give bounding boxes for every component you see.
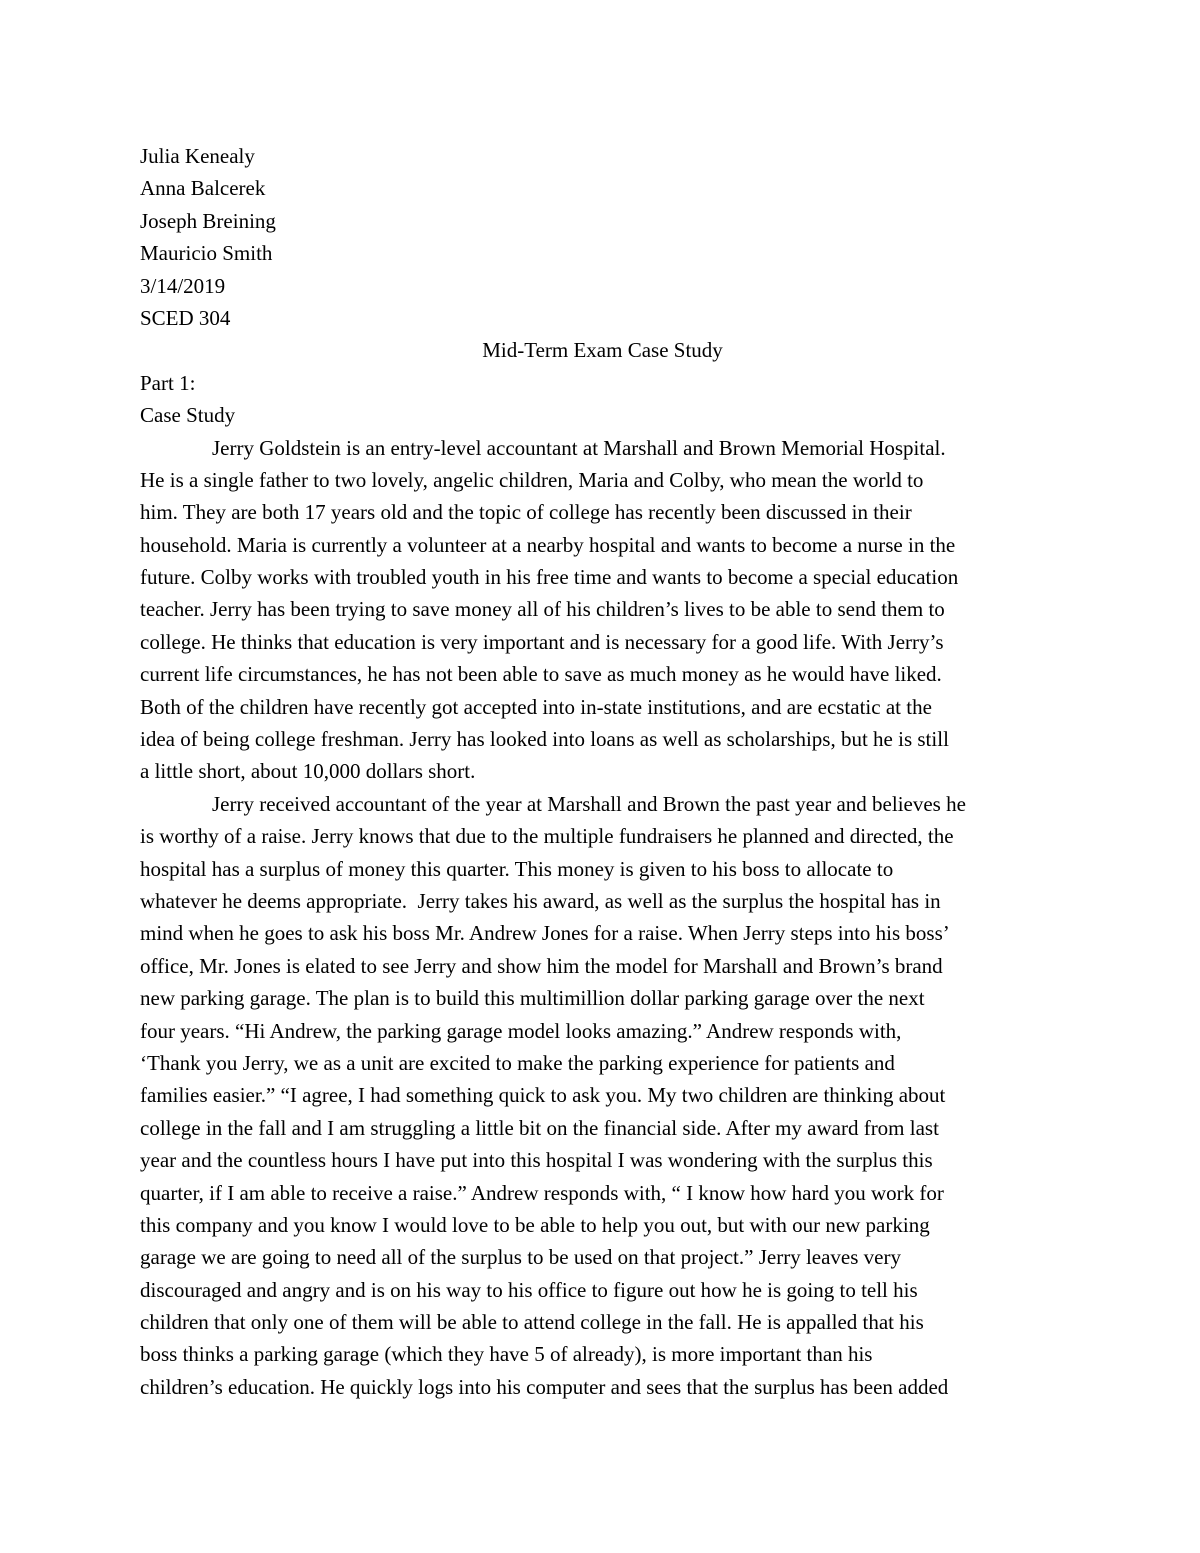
paragraph-line: four years. “Hi Andrew, the parking garage model looks amazing.” Andrew responds with, — [140, 1018, 902, 1043]
paragraph-line: families easier.” “I agree, I had something quick to ask you. My two children are thinking about — [140, 1083, 946, 1108]
paragraph-line: him. They are both 17 years old and the topic of college has recently been discussed in their — [140, 500, 912, 525]
author-name: Joseph Breining — [140, 208, 276, 233]
paragraph-line: year and the countless hours I have put into this hospital I was wondering with the surplus this — [140, 1148, 933, 1173]
document-body — [140, 140, 1065, 1403]
paragraph-line: mind when he goes to ask his boss Mr. Andrew Jones for a raise. When Jerry steps into his boss’ — [140, 921, 950, 946]
document-date: 3/14/2019 — [140, 273, 226, 298]
author-name: Anna Balcerek — [140, 176, 266, 201]
section-heading: Case Study — [140, 403, 236, 428]
paragraph-line: this company and you know I would love to be able to help you out, but with our new parking — [140, 1212, 930, 1237]
part-label: Part 1: — [140, 370, 196, 395]
paragraph-line: He is a single father to two lovely, angelic children, Maria and Colby, who mean the world to — [140, 467, 924, 492]
paragraph — [140, 432, 1065, 788]
paragraph-line: college in the fall and I am struggling a little bit on the financial side. After my award from last — [140, 1115, 939, 1140]
paragraph-line: teacher. Jerry has been trying to save money all of his children’s lives to be able to send them to — [140, 597, 945, 622]
paragraph-line: quarter, if I am able to receive a raise.” Andrew responds with, “ I know how hard you work for — [140, 1180, 944, 1205]
paragraph-line: a little short, about 10,000 dollars short. — [140, 759, 476, 784]
paragraph-line: discouraged and angry and is on his way to his office to figure out how he is going to tell his — [140, 1277, 918, 1302]
paragraph-line: new parking garage. The plan is to build this multimillion dollar parking garage over the next — [140, 986, 925, 1011]
paragraph-line: is worthy of a raise. Jerry knows that due to the multiple fundraisers he planned and directed, the — [140, 824, 954, 849]
paragraph-line: future. Colby works with troubled youth in his free time and wants to become a special education — [140, 565, 959, 590]
author-name: Mauricio Smith — [140, 241, 273, 266]
paragraph-line: children that only one of them will be able to attend college in the fall. He is appalled that his — [140, 1310, 924, 1335]
paragraph-line: boss thinks a parking garage (which they have 5 of already), is more important than his — [140, 1342, 873, 1367]
paragraph-line: Jerry received accountant of the year at Marshall and Brown the past year and believes he — [212, 791, 966, 816]
paragraph-line: ‘Thank you Jerry, we as a unit are excited to make the parking experience for patients and — [140, 1050, 895, 1075]
paragraph-line: garage we are going to need all of the surplus to be used on that project.” Jerry leaves very — [140, 1245, 901, 1270]
paragraph-line: current life circumstances, he has not been able to save as much money as he would have liked. — [140, 662, 942, 687]
author-name: Julia Kenealy — [140, 144, 255, 168]
paragraph-line: whatever he deems appropriate. Jerry takes his award, as well as the surplus the hospital has in — [140, 888, 941, 913]
paragraph-line: idea of being college freshman. Jerry has looked into loans as well as scholarships, but he is still — [140, 727, 949, 752]
paragraph-line: hospital has a surplus of money this quarter. This money is given to his boss to allocate to — [140, 856, 894, 881]
paragraph-line: Both of the children have recently got accepted into in-state institutions, and are ecstatic at the — [140, 694, 932, 719]
paragraph-line: household. Maria is currently a volunteer at a nearby hospital and wants to become a nurse in the — [140, 532, 956, 557]
paragraph-line: children’s education. He quickly logs into his computer and sees that the surplus has been added — [140, 1374, 949, 1399]
course-code: SCED 304 — [140, 305, 231, 330]
paragraph-line: Jerry Goldstein is an entry-level accountant at Marshall and Brown Memorial Hospital. — [212, 435, 946, 460]
paragraph-line: college. He thinks that education is very important and is necessary for a good life. With Jerry’s — [140, 629, 944, 654]
paragraph-line: office, Mr. Jones is elated to see Jerry and show him the model for Marshall and Brown’s brand — [140, 953, 943, 978]
paragraph — [140, 788, 1065, 1403]
document-title: Mid-Term Exam Case Study — [482, 338, 723, 363]
